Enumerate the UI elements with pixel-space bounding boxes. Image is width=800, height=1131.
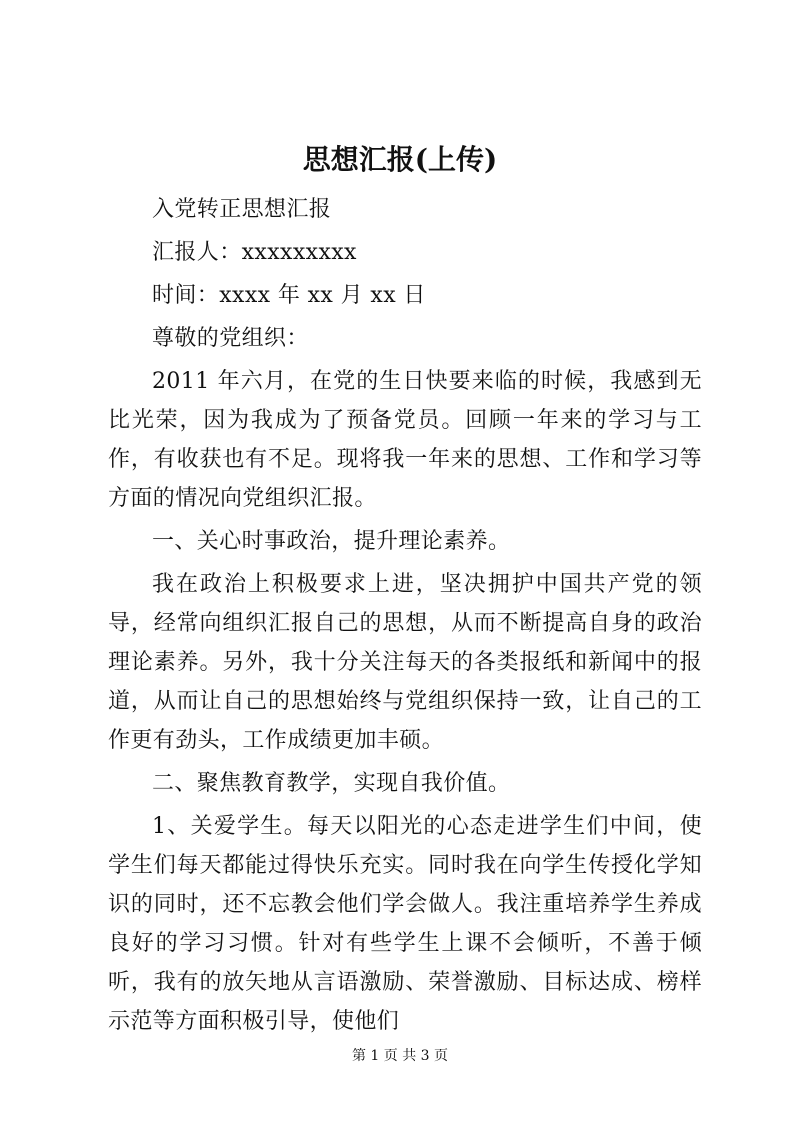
paragraph-intro: 2011 年六月，在党的生日快要来临的时候，我感到无比光荣，因为我成为了预备党员。回顾一年来的学习与工作，有收获也有不足。现将我一年来的思想、工作和学习等方面的情况向党组织汇报。 [108,369,702,511]
section-heading-2: 二、聚焦教育教学，实现自我价值。 [152,771,511,796]
paragraph-date: 时间：xxxx 年 xx 月 xx 日 [152,283,426,308]
document-title: 思想汇报(上传) [302,143,498,176]
document-body [108,190,702,1045]
page-footer: 第 1 页 共 3 页 [351,1048,449,1064]
paragraph-care-students: 1、关爱学生。每天以阳光的心态走进学生们中间，使学生们每天都能过得快乐充实。同时我在向学生传授化学知识的同时，还不忘教会他们学会做人。我注重培养学生养成良好的学习习惯。针对有些学生上课不会倾听，不善于倾听，我有的放矢地从言语激励、荣誉激励、目标达成、榜样示范等方面积极引导，使他们 [108,814,702,1034]
paragraph-subtitle: 入党转正思想汇报 [152,197,332,222]
paragraph-reporter: 汇报人：xxxxxxxxx [152,240,357,265]
paragraph-politics: 我在政治上积极要求上进，坚决拥护中国共产党的领导，经常向组织汇报自己的思想，从而不断提高自身的政治理论素养。另外，我十分关注每天的各类报纸和新闻中的报道，从而让自己的思想始终与党组织保持一致，让自己的工作更有劲头，工作成绩更加丰硕。 [108,572,702,753]
paragraph-salutation: 尊敬的党组织： [152,326,309,351]
section-heading-1: 一、关心时事政治，提升理论素养。 [152,529,511,554]
